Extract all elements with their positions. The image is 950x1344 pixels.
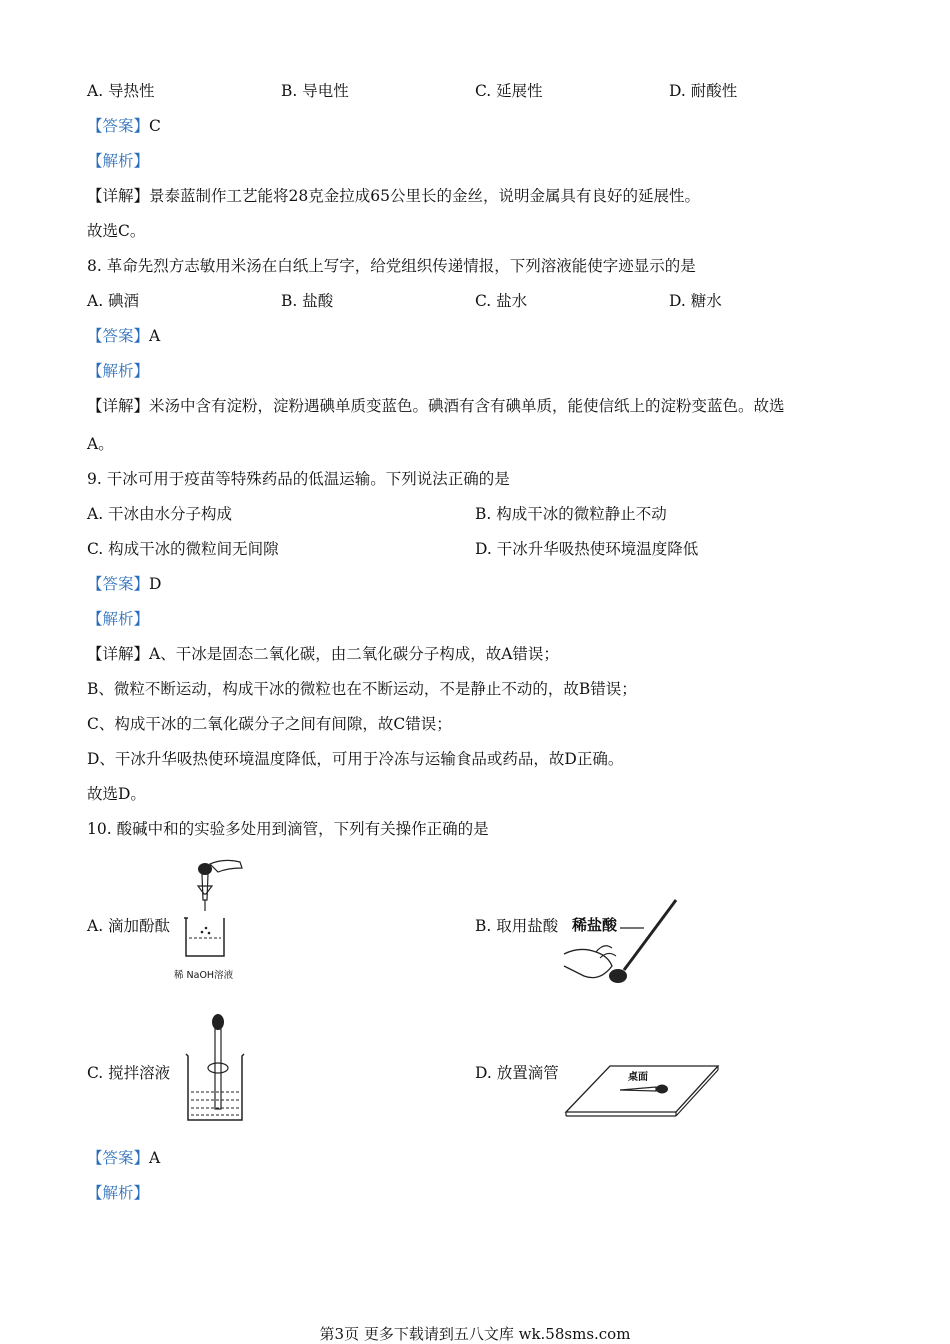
q8-question: 8. 革命先烈方志敏用米汤在白纸上写字，给党组织传递情报，下列溶液能使字迹显示的是 [87,257,696,275]
dropper-tube-icon [202,874,208,900]
hand-icon [210,860,242,872]
answer-tag: 【答案】 [87,1149,150,1167]
q10-analysis [87,1183,149,1203]
q7-option-a: A. 导热性 [87,82,155,100]
figure-d-desk [564,1060,722,1118]
figure-a-dropper-beaker [172,856,252,982]
analysis-tag: 【解析】 [87,1184,150,1202]
q10-option-c: C. 搅拌溶液 [87,1064,171,1082]
hand-icon [564,949,612,977]
q8-answer [87,326,160,346]
detail-text: 景泰蓝制作工艺能将28克金拉成65公里长的金丝，说明金属具有良好的延展性。 [149,187,700,205]
q9-detail-line-1 [87,644,559,664]
q7-option-d: D. 耐酸性 [669,82,738,100]
analysis-tag: 【解析】 [87,362,150,380]
answer-tag: 【答案】 [87,117,150,135]
q9-detail-line-3: C、构成干冰的二氧化碳分子之间有间隙，故C错误； [87,715,452,733]
beaker-icon [186,918,224,956]
q9-option-b: B. 构成干冰的微粒静止不动 [475,505,667,523]
q9-option-c: C. 构成干冰的微粒间无间隙 [87,540,279,558]
q8-analysis [87,361,149,381]
dropper-tube-icon [620,1087,656,1091]
q7-option-b: B. 导电性 [281,82,349,100]
q7-conclusion: 故选C。 [87,222,146,240]
dropper-bulb-icon [656,1085,668,1094]
page-footer: 第3页 更多下载请到五八文库 wk.58sms.com [319,1325,631,1343]
q8-option-d: D. 糖水 [669,292,722,310]
q9-detail-line-2: B、微粒不断运动，构成干冰的微粒也在不断运动，不是静止不动的，故B错误； [87,680,637,698]
q8-detail-cont: A。 [87,435,114,453]
detail-tag: 【详解】 [87,397,150,415]
q7-analysis [87,151,149,171]
q9-analysis [87,609,149,629]
dropper-bulb-icon [609,969,627,983]
q10-question: 10. 酸碱中和的实验多处用到滴管，下列有关操作正确的是 [87,820,489,838]
detail-text: 米汤中含有淀粉，淀粉遇碘单质变蓝色。碘酒有含有碘单质，能使信纸上的淀粉变蓝色。故选 [149,397,785,415]
figure-b-take-acid [560,896,684,988]
q7-option-c: C. 延展性 [475,82,543,100]
q8-option-a: A. 碘酒 [87,292,140,310]
answer-tag: 【答案】 [87,327,150,345]
q10-option-a: A. 滴加酚酞 [87,917,171,935]
figure-d-label: 桌面 [628,1072,648,1083]
answer-value: A [149,1149,161,1167]
analysis-tag: 【解析】 [87,610,150,628]
answer-value: D [149,575,162,593]
q10-option-b: B. 取用盐酸 [475,917,559,935]
figure-a-label: 稀 NaOH溶液 [174,970,234,981]
q9-detail-line-4: D、干冰升华吸热使环境温度降低，可用于冷冻与运输食品或药品，故D正确。 [87,750,624,768]
figure-b-label: 稀盐酸 [572,916,618,934]
dropper-bulb-icon [212,1014,224,1030]
q7-answer [87,116,161,136]
q9-question: 9. 干冰可用于疫苗等特殊药品的低温运输。下列说法正确的是 [87,470,510,488]
detail-text: A、干冰是固态二氧化碳，由二氧化碳分子构成，故A错误； [149,645,559,663]
q10-option-d: D. 放置滴管 [475,1064,559,1082]
q9-option-a: A. 干冰由水分子构成 [87,505,233,523]
q8-option-c: C. 盐水 [475,292,528,310]
q9-conclusion: 故选D。 [87,785,146,803]
q10-answer [87,1148,160,1168]
figure-c-stir [180,1010,248,1128]
q9-option-d: D. 干冰升华吸热使环境温度降低 [475,540,699,558]
dropper-bulb-icon [198,863,212,875]
answer-tag: 【答案】 [87,575,150,593]
q9-answer [87,574,161,594]
q7-detail [87,186,700,206]
answer-value: A [149,327,161,345]
dropper-tube-icon [624,900,676,970]
answer-value: C [149,117,161,135]
q8-option-b: B. 盐酸 [281,292,334,310]
q8-detail [87,396,785,416]
dropper-tube-icon [215,1029,221,1109]
analysis-tag: 【解析】 [87,152,150,170]
detail-tag: 【详解】 [87,187,150,205]
detail-tag: 【详解】 [87,645,150,663]
